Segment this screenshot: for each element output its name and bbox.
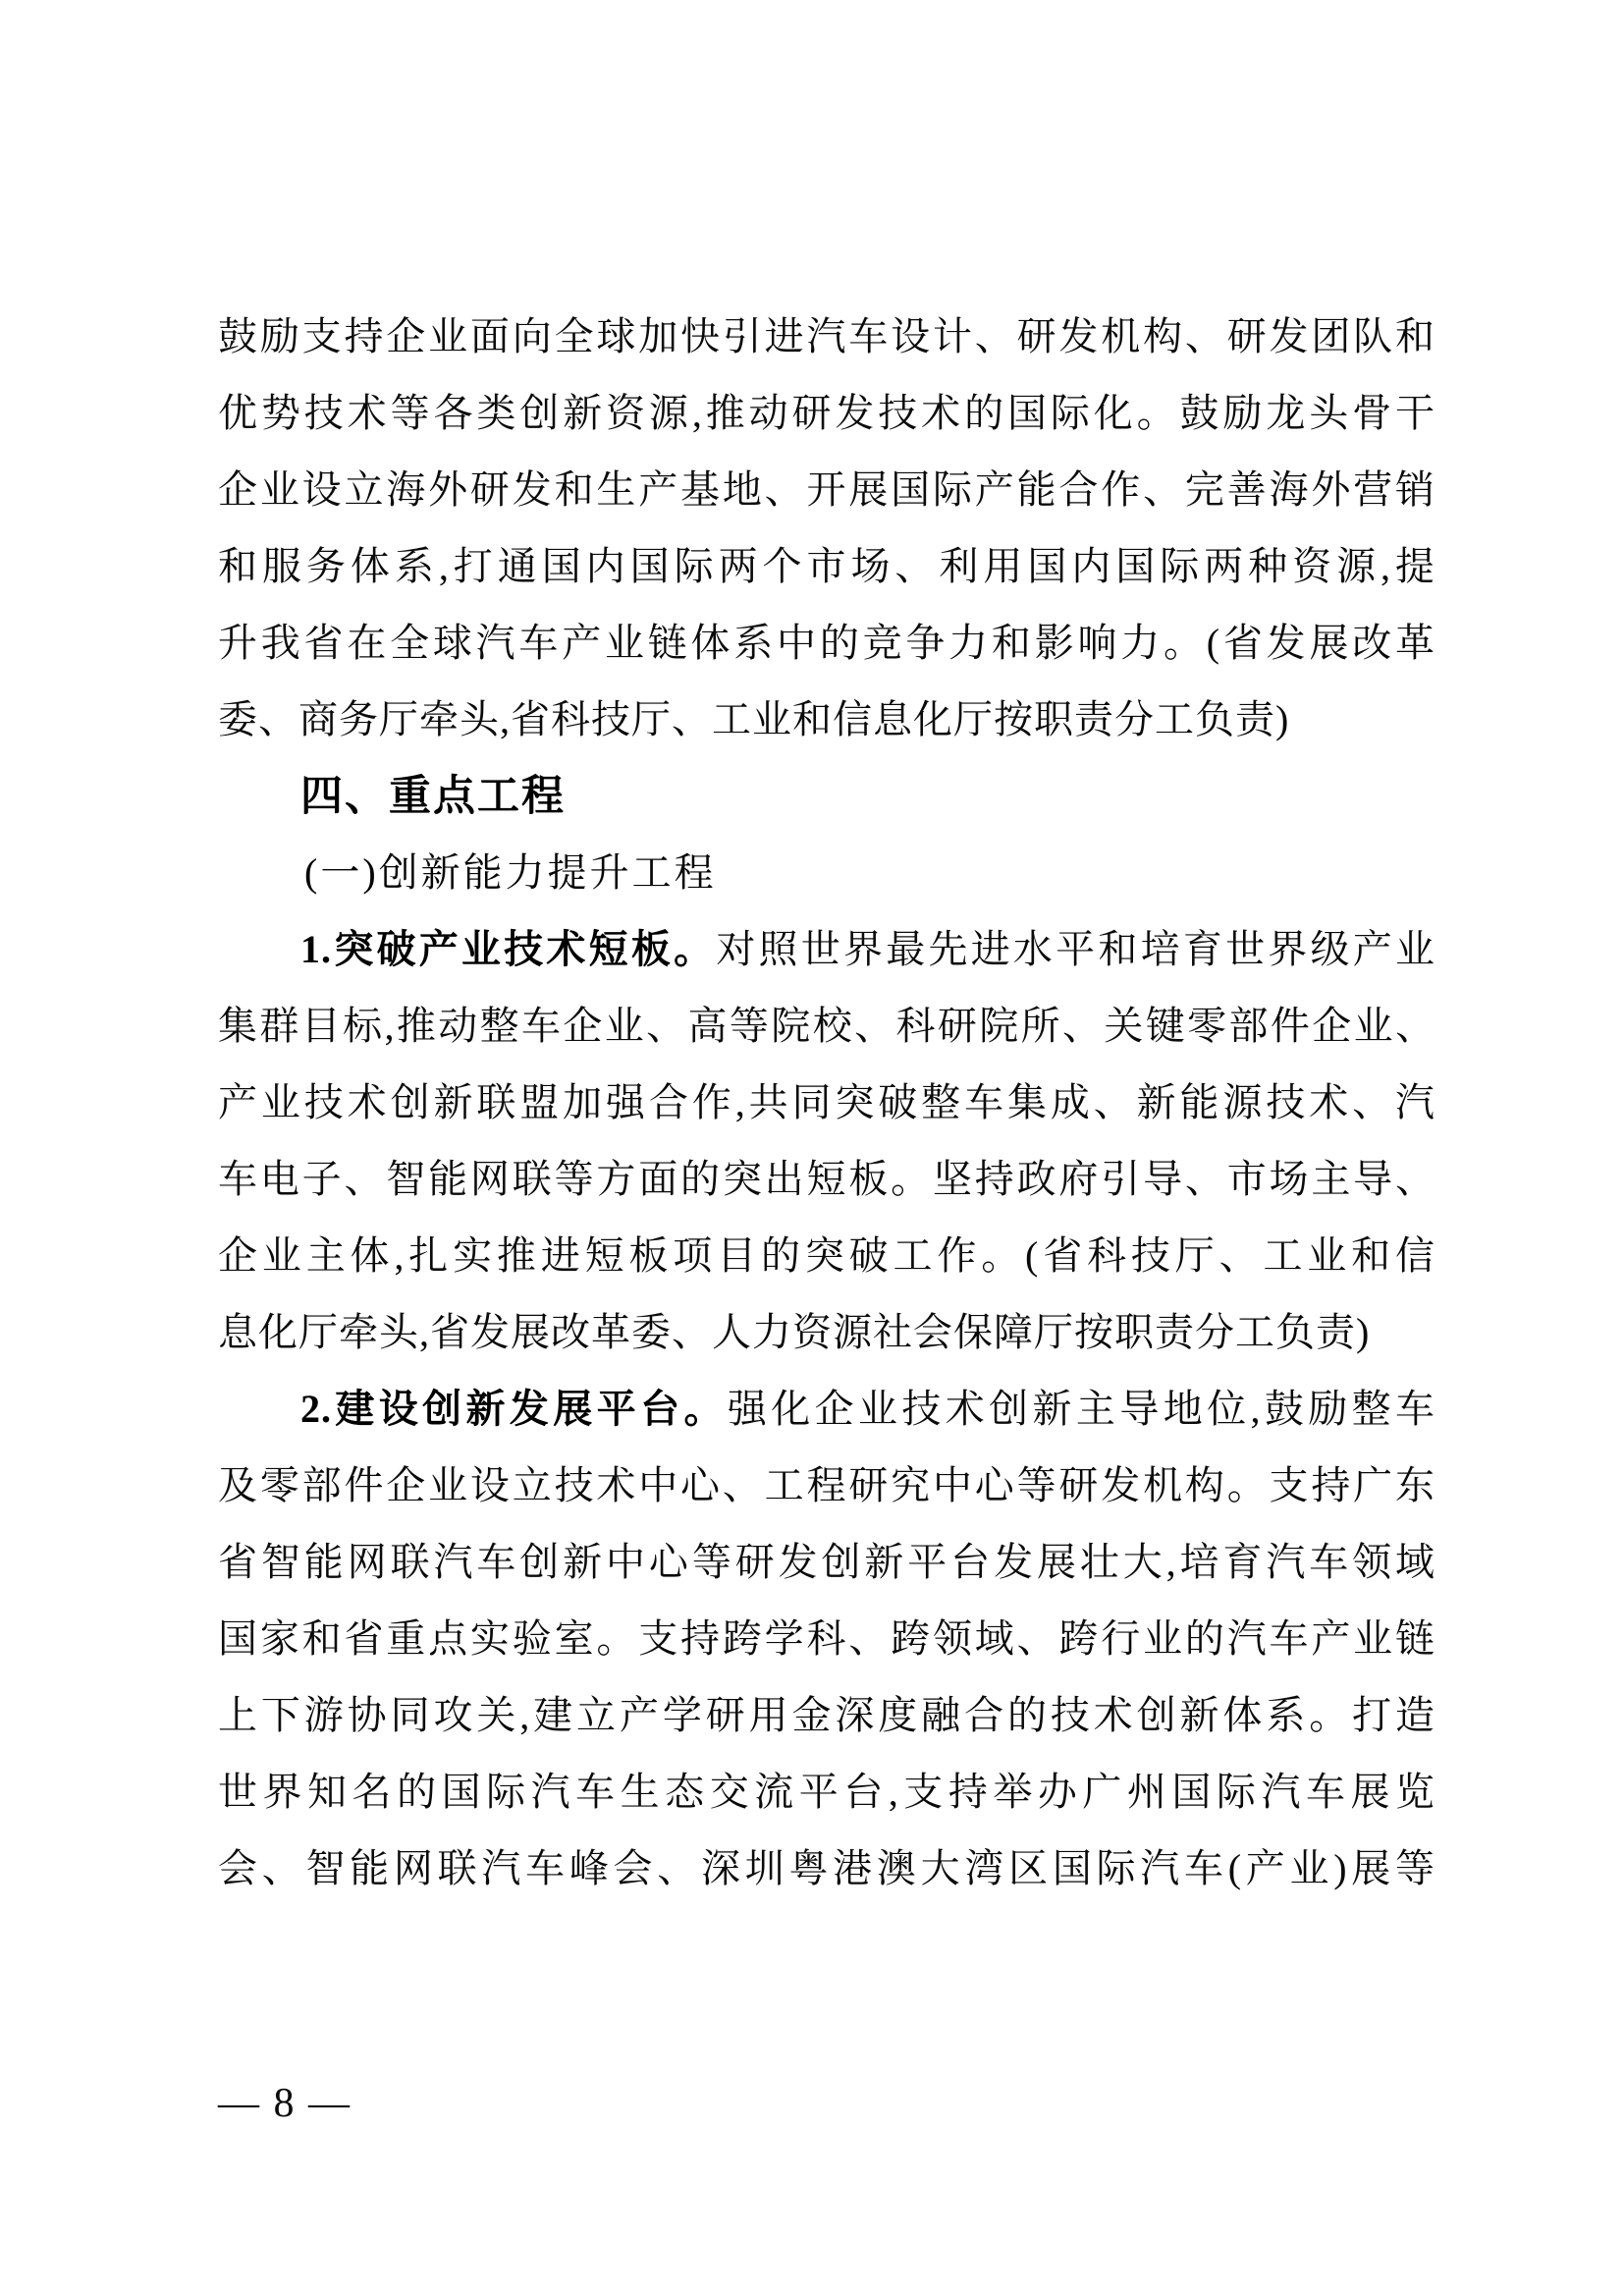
text-line: 升我省在全球汽车产业链体系中的竞争力和影响力。(省发展改革: [218, 621, 1435, 665]
item1-lead-label: 1.突破产业技术短板。: [300, 927, 717, 971]
text-line: 及零部件企业设立技术中心、工程研究中心等研发机构。支持广东: [218, 1463, 1435, 1507]
text-line: 上下游协同攻关,建立产学研用金深度融合的技术创新体系。打造: [218, 1693, 1435, 1737]
subsection-heading: (一)创新能力提升工程: [304, 850, 717, 895]
text-line: 国家和省重点实验室。支持跨学科、跨领域、跨行业的汽车产业链: [218, 1616, 1435, 1661]
text-line: 产业技术创新联盟加强合作,共同突破整车集成、新能源技术、汽: [218, 1080, 1435, 1124]
text-line: 企业主体,扎实推进短板项目的突破工作。(省科技厅、工业和信: [218, 1233, 1435, 1278]
text-line: 会、智能网联汽车峰会、深圳粤港澳大湾区国际汽车(产业)展等: [218, 1846, 1435, 1890]
text-line: 优势技术等各类创新资源,推动研发技术的国际化。鼓励龙头骨干: [218, 391, 1435, 435]
text-line: 企业设立海外研发和生产基地、开展国际产能合作、完善海外营销: [218, 467, 1435, 512]
text-line: 集群目标,推动整车企业、高等院校、科研院所、关键零部件企业、: [218, 1004, 1435, 1048]
text-line: 车电子、智能网联等方面的突出短板。坚持政府引导、市场主导、: [218, 1157, 1435, 1201]
item1-first-line-text: 对照世界最先进水平和培育世界级产业: [716, 927, 1435, 971]
document-body: [218, 299, 1435, 1907]
text-line: 鼓励支持企业面向全球加快引进汽车设计、研发机构、研发团队和: [218, 314, 1435, 358]
item2-lead-label: 2.建设创新发展平台。: [300, 1387, 728, 1431]
text-line: [218, 1371, 1435, 1448]
text-line: 息化厅牵头,省发展改革委、人力资源社会保障厅按职责分工负责): [218, 1310, 1371, 1354]
section-heading: 四、重点工程: [300, 773, 566, 820]
item2-first-line-text: 强化企业技术创新主导地位,鼓励整车: [727, 1387, 1435, 1431]
text-line: 委、商务厅牵头,省科技厅、工业和信息化厅按职责分工负责): [218, 697, 1290, 741]
page-number: — 8 —: [218, 2081, 352, 2126]
text-line: 和服务体系,打通国内国际两个市场、利用国内国际两种资源,提: [218, 544, 1435, 588]
text-line: [218, 911, 1435, 988]
text-line: 世界知名的国际汽车生态交流平台,支持举办广州国际汽车展览: [218, 1770, 1435, 1814]
text-line: 省智能网联汽车创新中心等研发创新平台发展壮大,培育汽车领域: [218, 1540, 1435, 1584]
